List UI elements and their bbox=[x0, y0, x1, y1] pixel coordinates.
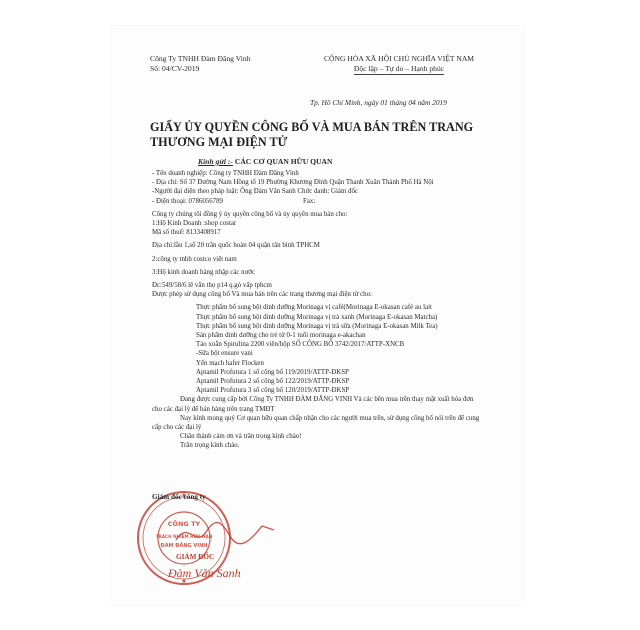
recipient-label: Kính gửi :- bbox=[198, 157, 233, 166]
document-number: Số: 04/CV-2019 bbox=[150, 64, 200, 73]
company-name: Công Ty TNHH Đàm Đăng Vinh bbox=[150, 54, 251, 63]
permission-line: Được phép sử dụng công bố Và mua bán trên các trang thương mại điện tử cho: bbox=[152, 291, 372, 299]
address-line: - Địa chỉ: Số 37 Đường Nam Hồng tổ 19 Phường Khương Đình Quận Thanh Xuân Thành Phố Hà Nội bbox=[152, 179, 434, 187]
seal-text: CÔNG TY bbox=[167, 520, 201, 528]
signature-label: Giám đốc công ty bbox=[152, 493, 206, 501]
list-item: Thực phẩm bổ sung bột dinh dưỡng Morinaga vị trà xanh (Morinaga E-okasan Matcha) bbox=[196, 313, 438, 321]
seal-text: TRÁCH NHIỆM HỮU HẠN bbox=[155, 534, 213, 539]
national-motto: Độc lập – Tự do – Hạnh phúc bbox=[353, 64, 445, 73]
party-1-address: Địa chỉ:lầu 1,số 20 trần quốc hoàn 04 quận tân bình TPHCM bbox=[152, 242, 320, 250]
recipient-line bbox=[198, 157, 332, 166]
party-3-address: Đc:549/58/6 lê văn thọ p14 q.gò vấp tphcm bbox=[152, 282, 272, 290]
closing-line-4: cấp cho các đại lý bbox=[152, 424, 202, 432]
director-name: Đàm Văn Sanh bbox=[168, 566, 241, 580]
list-item: -Sữa bột ensure vani bbox=[196, 350, 253, 358]
republic-title: CỘNG HÒA XÃ HỘI CHỦ NGHĨA VIỆT NAM bbox=[323, 54, 475, 63]
company-header bbox=[150, 54, 250, 74]
list-item: Aptamil Profutura 1 số công bố 119/2019/ATTP-ĐKSP bbox=[196, 368, 349, 376]
list-item: Tảo xoắn Spirulina 2200 viên/hộp SỐ CÔNG BỐ 3742/2017/ATTP-XNCB bbox=[196, 341, 405, 349]
business-name-line: - Tên doanh nghiệp: Công ty TNHH Đàm Đăng Vinh bbox=[152, 170, 299, 177]
authorized-party-2: 2:công ty tnhh costco việt nam bbox=[152, 255, 237, 263]
fax-label: Fax: bbox=[303, 197, 316, 205]
authorized-party-3: 3:Hộ kinh doanh hàng nhập các nước bbox=[152, 268, 256, 276]
seal-text: ĐÀM ĐĂNG VINH bbox=[160, 543, 208, 549]
director-title: GIÁM ĐỐC bbox=[176, 553, 215, 561]
recipient-value: CÁC CƠ QUAN HỮU QUAN bbox=[234, 157, 333, 166]
list-item: Aptamil Profutura 3 số công bố 120/2019/ATTP-ĐKSP bbox=[196, 387, 350, 395]
list-item: Thực phẩm bổ sung bột dinh dưỡng Morinaga vị café(Morinaga E-okasan café au lait bbox=[196, 304, 432, 312]
document-page bbox=[112, 26, 524, 604]
national-header bbox=[314, 54, 484, 75]
closing-line-5: Chân thành cảm ơn và trân trọng kính chào! bbox=[180, 433, 302, 441]
closing-line-2: cho các đại lý để bán hàng trên trang TMĐT bbox=[152, 405, 275, 413]
list-item: Aptamil Profutura 2 số công bố 122/2019/ATTP-ĐKSP bbox=[196, 378, 350, 386]
representative-line: -Người đại diện theo pháp luật: Ông Đàm Văn Sanh Chức danh: Giám đốc bbox=[152, 188, 358, 196]
list-item: Yến mạch hafer Flocken bbox=[196, 359, 264, 367]
list-item: Thực phẩm bổ sung bột dinh dưỡng Morinaga vị trà sữa (Morinaga E-okasan Milk Tea) bbox=[196, 322, 438, 330]
document-title: GIẤY ỦY QUYỀN CÔNG BỐ VÀ MUA BÁN TRÊN TRANG THƯƠNG MẠI ĐIỆN TỬ bbox=[150, 120, 474, 149]
phone-line: - Điện thoại: 0786056789 Fax: bbox=[152, 197, 316, 205]
authorized-party-1: 1:Hộ Kinh Doanh :shop costar bbox=[152, 220, 237, 228]
date-line: Tp. Hồ Chí Minh, ngày 01 tháng 04 năm 2019 bbox=[310, 98, 447, 107]
signature-scribble-icon bbox=[167, 514, 280, 554]
tax-code-line: Mã số thuế: 8133408917 bbox=[152, 229, 221, 237]
document-body bbox=[152, 169, 512, 451]
list-item: Sản phẩm dinh dưỡng cho trẻ từ 0-1 tuổi morinaga e-akachan bbox=[196, 332, 366, 340]
closing-line-1: Đang được cung cấp bởi Công Ty TNHH ĐÀM ĐĂNG VINH Và các bên mua trên thay mặt xuất hóa đơn bbox=[180, 396, 474, 404]
closing-line-3: Nay kính mong quý Cơ quan hữu quan chấp nhận cho các người mua trên, sử dụng công bố nói trên để cung bbox=[180, 414, 480, 422]
closing-line-6: Trân trọng kính chào. bbox=[180, 442, 240, 450]
authorization-line: Công ty chúng tôi đồng ý ủy quyền công bố và ủy quyền mua bán cho: bbox=[152, 210, 348, 218]
